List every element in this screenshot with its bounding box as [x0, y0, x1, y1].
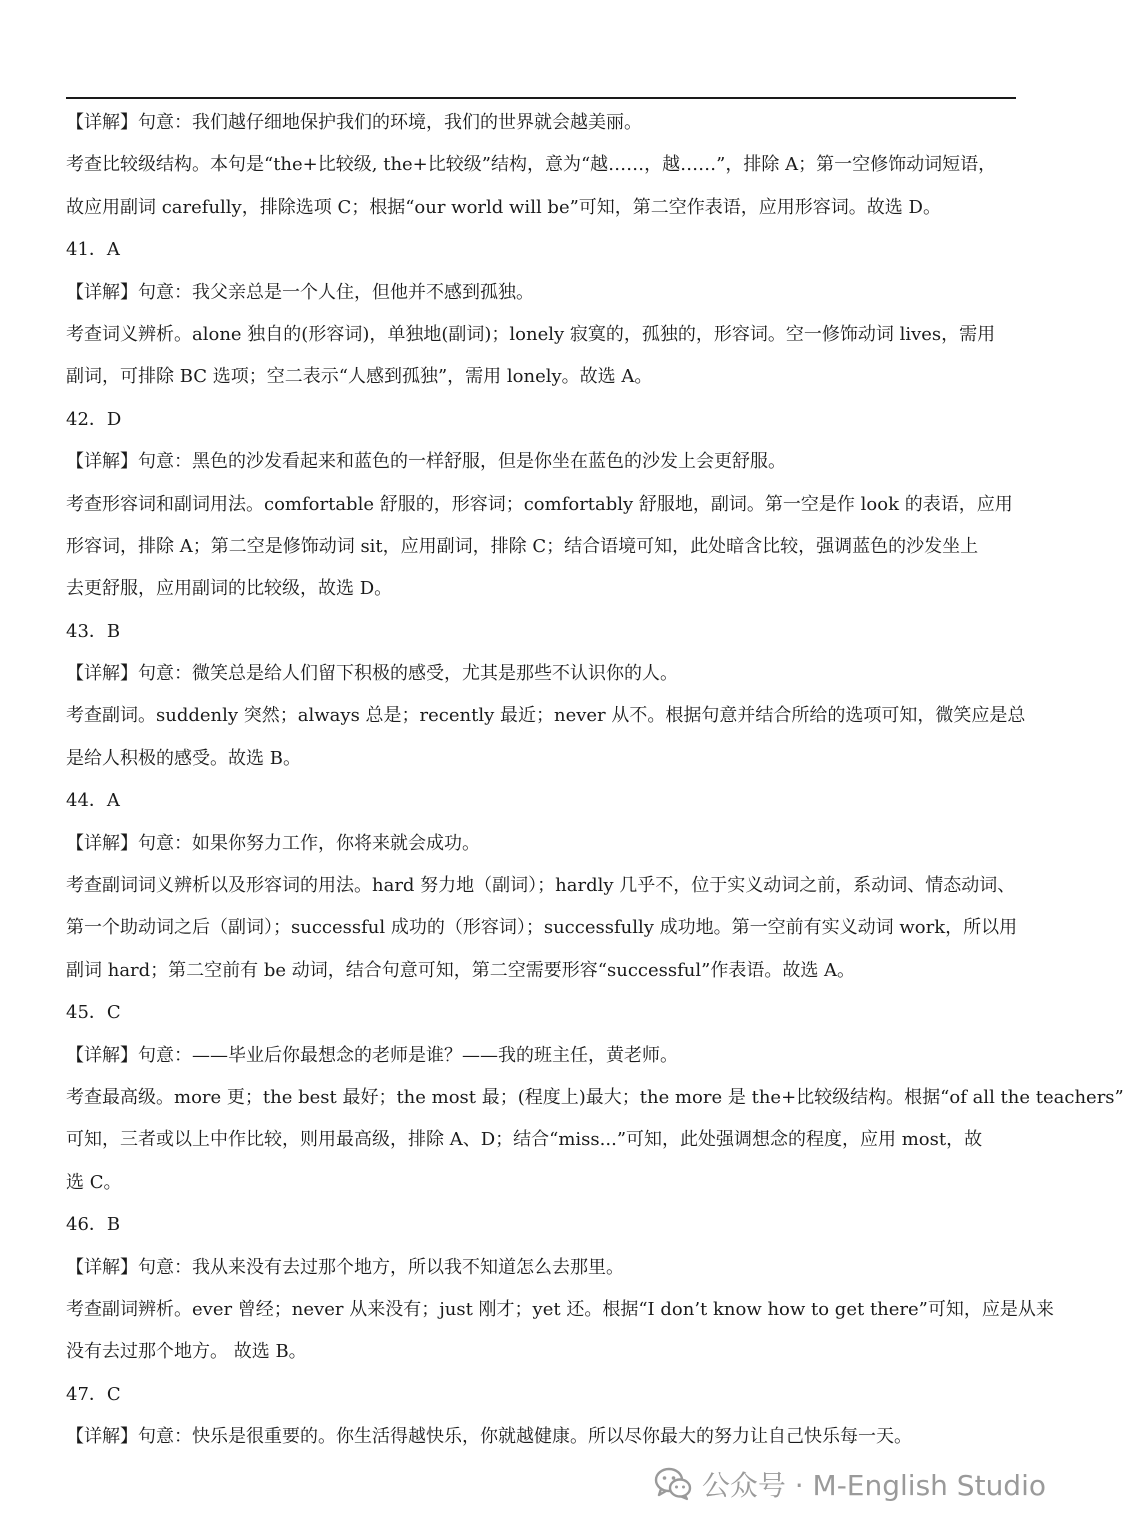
wechat-icon — [654, 1467, 692, 1501]
text-line: 副词，可排除 BC 选项；空二表示“人感到孤独”，需用 lonely。故选 A。 — [66, 366, 653, 388]
answer-number: 45．C — [66, 1002, 121, 1024]
text-line: 【详解】句意：如果你努力工作，你将来就会成功。 — [66, 832, 480, 854]
text-line: 【详解】句意：我们越仔细地保护我们的环境，我们的世界就会越美丽。 — [66, 112, 642, 133]
header-divider — [66, 97, 1016, 99]
watermark — [654, 1462, 1046, 1506]
answer-number: 42．D — [66, 408, 122, 430]
text-line: 考查最高级。more 更；the best 最好；the most 最；(程度上)最大；the more 是 the+比较级结构。根据“of all the teachers” — [66, 1086, 1124, 1108]
text-line: 【详解】句意：我从来没有去过那个地方，所以我不知道怎么去那里。 — [66, 1256, 624, 1278]
text-line: 【详解】句意：——毕业后你最想念的老师是谁？——我的班主任，黄老师。 — [66, 1044, 678, 1066]
answer-number: 41．A — [66, 239, 120, 261]
answer-number: 43．B — [66, 620, 121, 642]
watermark-text: 公众号 · M-English Studio — [701, 1469, 1046, 1502]
text-line: 选 C。 — [66, 1171, 122, 1193]
text-line: 考查副词辨析。ever 曾经；never 从来没有；just 刚才；yet 还。根据“I don’t know how to get there”可知，应是从来 — [66, 1298, 1054, 1320]
text-line: 去更舒服，应用副词的比较级，故选 D。 — [66, 578, 393, 600]
text-line: 考查副词词义辨析以及形容词的用法。hard 努力地（副词）；hardly 几乎不，位于实义动词之前，系动词、情态动词、 — [66, 875, 1016, 897]
text-line: 【详解】句意：微笑总是给人们留下积极的感受，尤其是那些不认识你的人。 — [66, 663, 678, 685]
text-line: 考查副词。suddenly 突然；always 总是；recently 最近；never 从不。根据句意并结合所给的选项可知，微笑应是总 — [66, 705, 1026, 727]
text-line: 【详解】句意：我父亲总是一个人住，但他并不感到孤独。 — [66, 281, 534, 303]
text-line: 可知，三者或以上中作比较，则用最高级，排除 A、D；结合“miss...”可知，此处强调想念的程度，应用 most，故 — [66, 1129, 983, 1151]
text-line: 形容词，排除 A；第二空是修饰动词 sit，应用副词，排除 C；结合语境可知，此处暗含比较，强调蓝色的沙发坐上 — [66, 535, 979, 557]
text-line: 考查比较级结构。本句是“the+比较级, the+比较级”结构，意为“越……，越……”，排除 A；第一空修饰动词短语， — [66, 154, 997, 176]
text-line: 故应用副词 carefully，排除选项 C；根据“our world will be”可知，第二空作表语，应用形容词。故选 D。 — [66, 196, 941, 218]
text-line: 【详解】句意：黑色的沙发看起来和蓝色的一样舒服，但是你坐在蓝色的沙发上会更舒服。 — [66, 451, 786, 473]
answer-number: 47．C — [66, 1383, 121, 1405]
text-line: 考查词义辨析。alone 独自的(形容词)，单独地(副词)；lonely 寂寞的，孤独的，形容词。空一修饰动词 lives，需用 — [66, 323, 996, 345]
text-line: 没有去过那个地方。 故选 B。 — [66, 1341, 307, 1363]
text-line: 考查形容词和副词用法。comfortable 舒服的，形容词；comfortably 舒服地，副词。第一空是作 look 的表语，应用 — [66, 493, 1013, 515]
text-line: 【详解】句意：快乐是很重要的。你生活得越快乐，你就越健康。所以尽你最大的努力让自己快乐每一天。 — [66, 1426, 912, 1448]
text-line: 是给人积极的感受。故选 B。 — [66, 747, 301, 769]
text-line: 副词 hard；第二空前有 be 动词，结合句意可知，第二空需要形容“successful”作表语。故选 A。 — [66, 959, 856, 981]
answer-explanations — [66, 102, 1124, 1459]
answer-number: 46．B — [66, 1214, 121, 1236]
answer-number: 44．A — [66, 790, 120, 812]
text-line: 第一个助动词之后（副词）；successful 成功的（形容词）；successfully 成功地。第一空前有实义动词 work，所以用 — [66, 917, 1018, 939]
